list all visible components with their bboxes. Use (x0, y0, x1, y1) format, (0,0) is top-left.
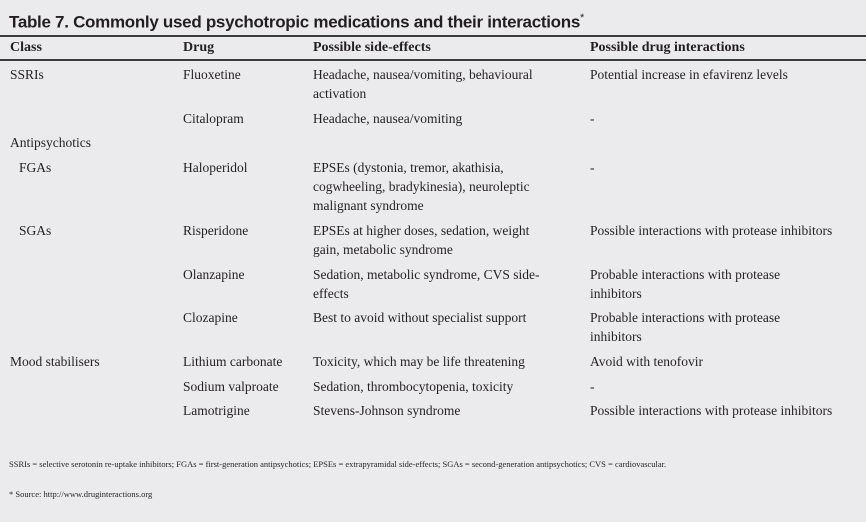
side-effects-cell: Best to avoid without specialist support (313, 310, 527, 325)
table-row (0, 401, 866, 420)
side-effects-cell: EPSEs (dystonia, tremor, akathisia, cogwheeling, bradykinesia), neuroleptic malignant syndrome (313, 160, 530, 213)
side-effects-cell: Sedation, metabolic syndrome, CVS side- effects (313, 267, 540, 301)
title-rule (0, 35, 866, 37)
side-effects-cell: Sedation, thrombocytopenia, toxicity (313, 379, 514, 394)
interactions-cell: - (590, 379, 595, 394)
class-cell: SGAs (19, 223, 52, 238)
drug-cell: Fluoxetine (183, 67, 241, 82)
side-effects-cell: Stevens-Johnson syndrome (313, 403, 461, 418)
abbreviations-footnote: SSRIs = selective serotonin re-uptake inhibitors; FGAs = first-generation antipsychotics; EPSEs = extrapyramidal side-effects; SGAs = second-generation antipsychotics; CVS = cardiovascular. (9, 459, 667, 469)
table-row (0, 133, 866, 152)
table-row (0, 109, 866, 128)
header-side-effects: Possible side-effects (313, 40, 431, 55)
drug-cell: Olanzapine (183, 267, 245, 282)
table-row (0, 352, 866, 371)
header-interactions: Possible drug interactions (590, 40, 745, 55)
header-class: Class (10, 40, 42, 55)
interactions-cell: Possible interactions with protease inhibitors (590, 403, 833, 418)
interactions-cell: Probable interactions with protease inhibitors (590, 310, 781, 344)
interactions-cell: - (590, 111, 595, 126)
table-row (0, 377, 866, 396)
side-effects-cell: Headache, nausea/vomiting, behavioural activation (313, 67, 533, 101)
class-cell: Mood stabilisers (10, 354, 100, 369)
title-text: Table 7. Commonly used psychotropic medications and their interactions (9, 12, 580, 32)
class-cell: Antipsychotics (10, 135, 91, 150)
drug-cell: Sodium valproate (183, 379, 279, 394)
interactions-cell: Avoid with tenofovir (590, 354, 703, 369)
interactions-cell: Potential increase in efavirenz levels (590, 67, 788, 82)
table-row (0, 265, 866, 301)
class-cell: FGAs (19, 160, 52, 175)
table-title (9, 12, 584, 33)
drug-cell: Lamotrigine (183, 403, 250, 418)
drug-cell: Citalopram (183, 111, 244, 126)
side-effects-cell: EPSEs at higher doses, sedation, weight gain, metabolic syndrome (313, 223, 530, 257)
interactions-cell: - (590, 160, 595, 175)
table-row (0, 65, 866, 101)
table-row (0, 221, 866, 257)
side-effects-cell: Headache, nausea/vomiting (313, 111, 463, 126)
interactions-cell: Possible interactions with protease inhibitors (590, 223, 833, 238)
drug-cell: Haloperidol (183, 160, 248, 175)
title-footnote-marker: * (579, 12, 584, 24)
source-footnote: * Source: http://www.druginteractions.org (9, 489, 153, 499)
table-row (0, 158, 866, 213)
table-row (0, 308, 866, 344)
side-effects-cell: Toxicity, which may be life threatening (313, 354, 525, 369)
header-drug: Drug (183, 40, 215, 55)
class-cell: SSRIs (10, 67, 44, 82)
header-rule (0, 59, 866, 61)
interactions-cell: Probable interactions with protease inhibitors (590, 267, 781, 301)
drug-cell: Risperidone (183, 223, 249, 238)
drug-cell: Clozapine (183, 310, 238, 325)
drug-cell: Lithium carbonate (183, 354, 283, 369)
